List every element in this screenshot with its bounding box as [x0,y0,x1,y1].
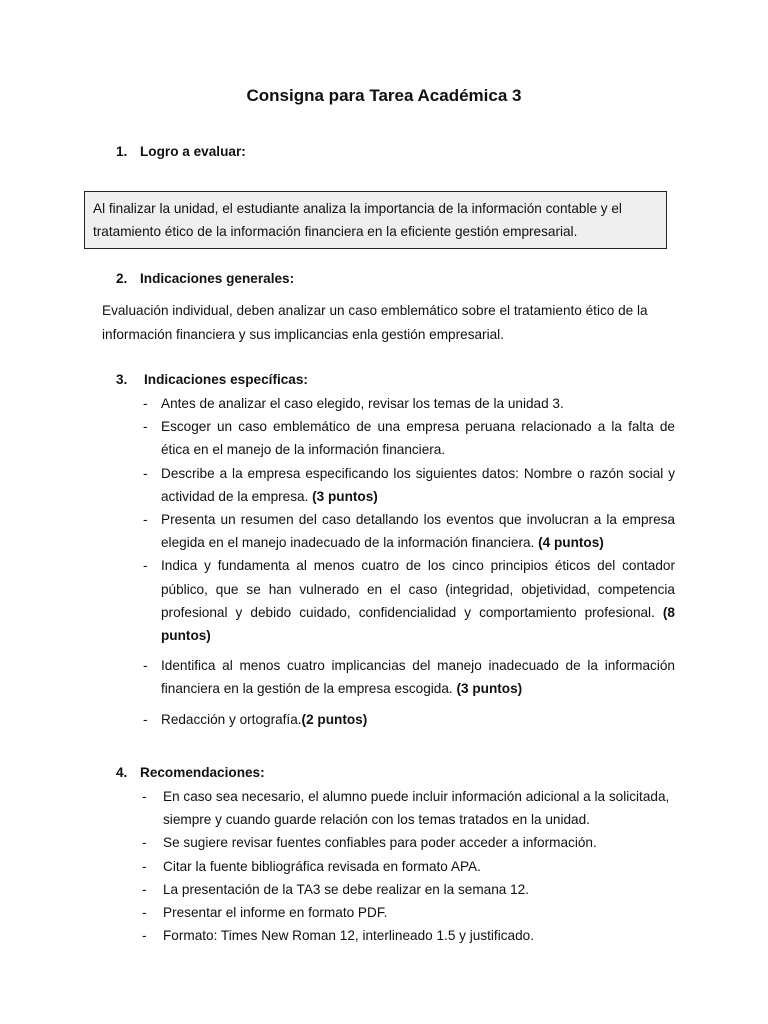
item-points: (3 puntos) [312,488,378,504]
list-item [142,878,678,901]
specific-instructions-list [143,392,675,731]
recommendations-list [142,785,678,947]
list-item [142,855,678,878]
section-2-title: Indicaciones generales: [140,271,295,286]
learning-goal-box [84,191,667,249]
item-text: Se sugiere revisar fuentes confiables para poder acceder a información. [163,835,597,851]
list-item [142,901,678,924]
general-instructions-text: Evaluación individual, deben analizar un caso emblemático sobre el tratamiento ético de la información financiera y sus implicancias enla gestión empresarial. [102,303,648,342]
list-item [143,654,675,700]
list-item [142,785,678,831]
dash-marker: - [142,858,147,874]
dash-marker: - [142,789,147,804]
dash-marker: - [143,465,148,481]
item-text: Escoger un caso emblemático de una empresa peruana relacionado a la falta de ética en el manejo de la información financiera. [161,419,675,458]
list-item [143,392,675,415]
section-2-number: 2. [116,271,128,286]
section-2-heading [116,271,294,286]
section-1-heading [116,144,246,159]
learning-goal-text: Al finalizar la unidad, el estudiante analiza la importancia de la información contable y el tratamiento ético de la información financiera en la eficiente gestión empresarial. [93,201,622,239]
list-item [142,924,678,947]
section-4-heading [116,765,265,780]
dash-marker: - [143,512,148,528]
dash-marker: - [142,835,147,851]
item-text: Formato: Times New Roman 12, interlineado 1.5 y justificado. [163,928,534,944]
list-item [143,554,675,647]
item-text: En caso sea necesario, el alumno puede incluir información adicional a la solicitada, siempre y cuando guarde relación con los temas tratados en la unidad. [163,789,670,828]
item-text: Redacción y ortografía. [161,711,302,727]
item-text: Presentar el informe en formato PDF. [163,905,388,921]
section-3-number: 3. [116,372,128,387]
item-text: Describe a la empresa especificando los siguientes datos: Nombre o razón social y actividad de la empresa. [161,465,675,504]
section-4-number: 4. [116,765,128,780]
dash-marker: - [143,658,148,674]
list-item [143,508,675,554]
section-1-title: Logro a evaluar: [140,144,246,159]
list-item [143,462,675,508]
list-item [143,708,675,731]
dash-marker: - [143,396,148,411]
dash-marker: - [142,881,147,897]
item-text: Identifica al menos cuatro implicancias del manejo inadecuado de la información financiera en la gestión de la empresa escogida. [161,658,675,697]
dash-marker: - [142,928,147,944]
section-3-heading [116,372,308,387]
item-text: Presenta un resumen del caso detallando los eventos que involucran a la empresa elegida en el manejo inadecuado de la información financiera. [161,512,675,551]
item-points: (8 puntos) [161,604,675,644]
dash-marker: - [142,905,147,921]
section-1-number: 1. [116,144,128,159]
document-title: Consigna para Tarea Académica 3 [246,86,522,105]
item-text: Indica y fundamenta al menos cuatro de los cinco principios éticos del contador público, que se han vulnerado en el caso (integridad, objetividad, competencia profesional y debido cuidado, confidencialidad y comportamiento profesional. [161,558,675,620]
section-4-title: Recomendaciones: [140,765,265,780]
item-points: (2 puntos) [301,711,368,727]
item-points: (4 puntos) [538,535,604,551]
list-item [142,831,678,854]
item-text: Antes de analizar el caso elegido, revisar los temas de la unidad 3. [161,396,564,411]
item-points: (3 puntos) [456,681,523,697]
item-text: La presentación de la TA3 se debe realizar en la semana 12. [163,881,530,897]
dash-marker: - [143,558,148,574]
dash-marker: - [143,711,148,727]
dash-marker: - [143,419,148,435]
item-text: Citar la fuente bibliográfica revisada en formato APA. [163,858,481,874]
section-3-title: Indicaciones específicas: [144,372,308,387]
list-item [143,415,675,461]
